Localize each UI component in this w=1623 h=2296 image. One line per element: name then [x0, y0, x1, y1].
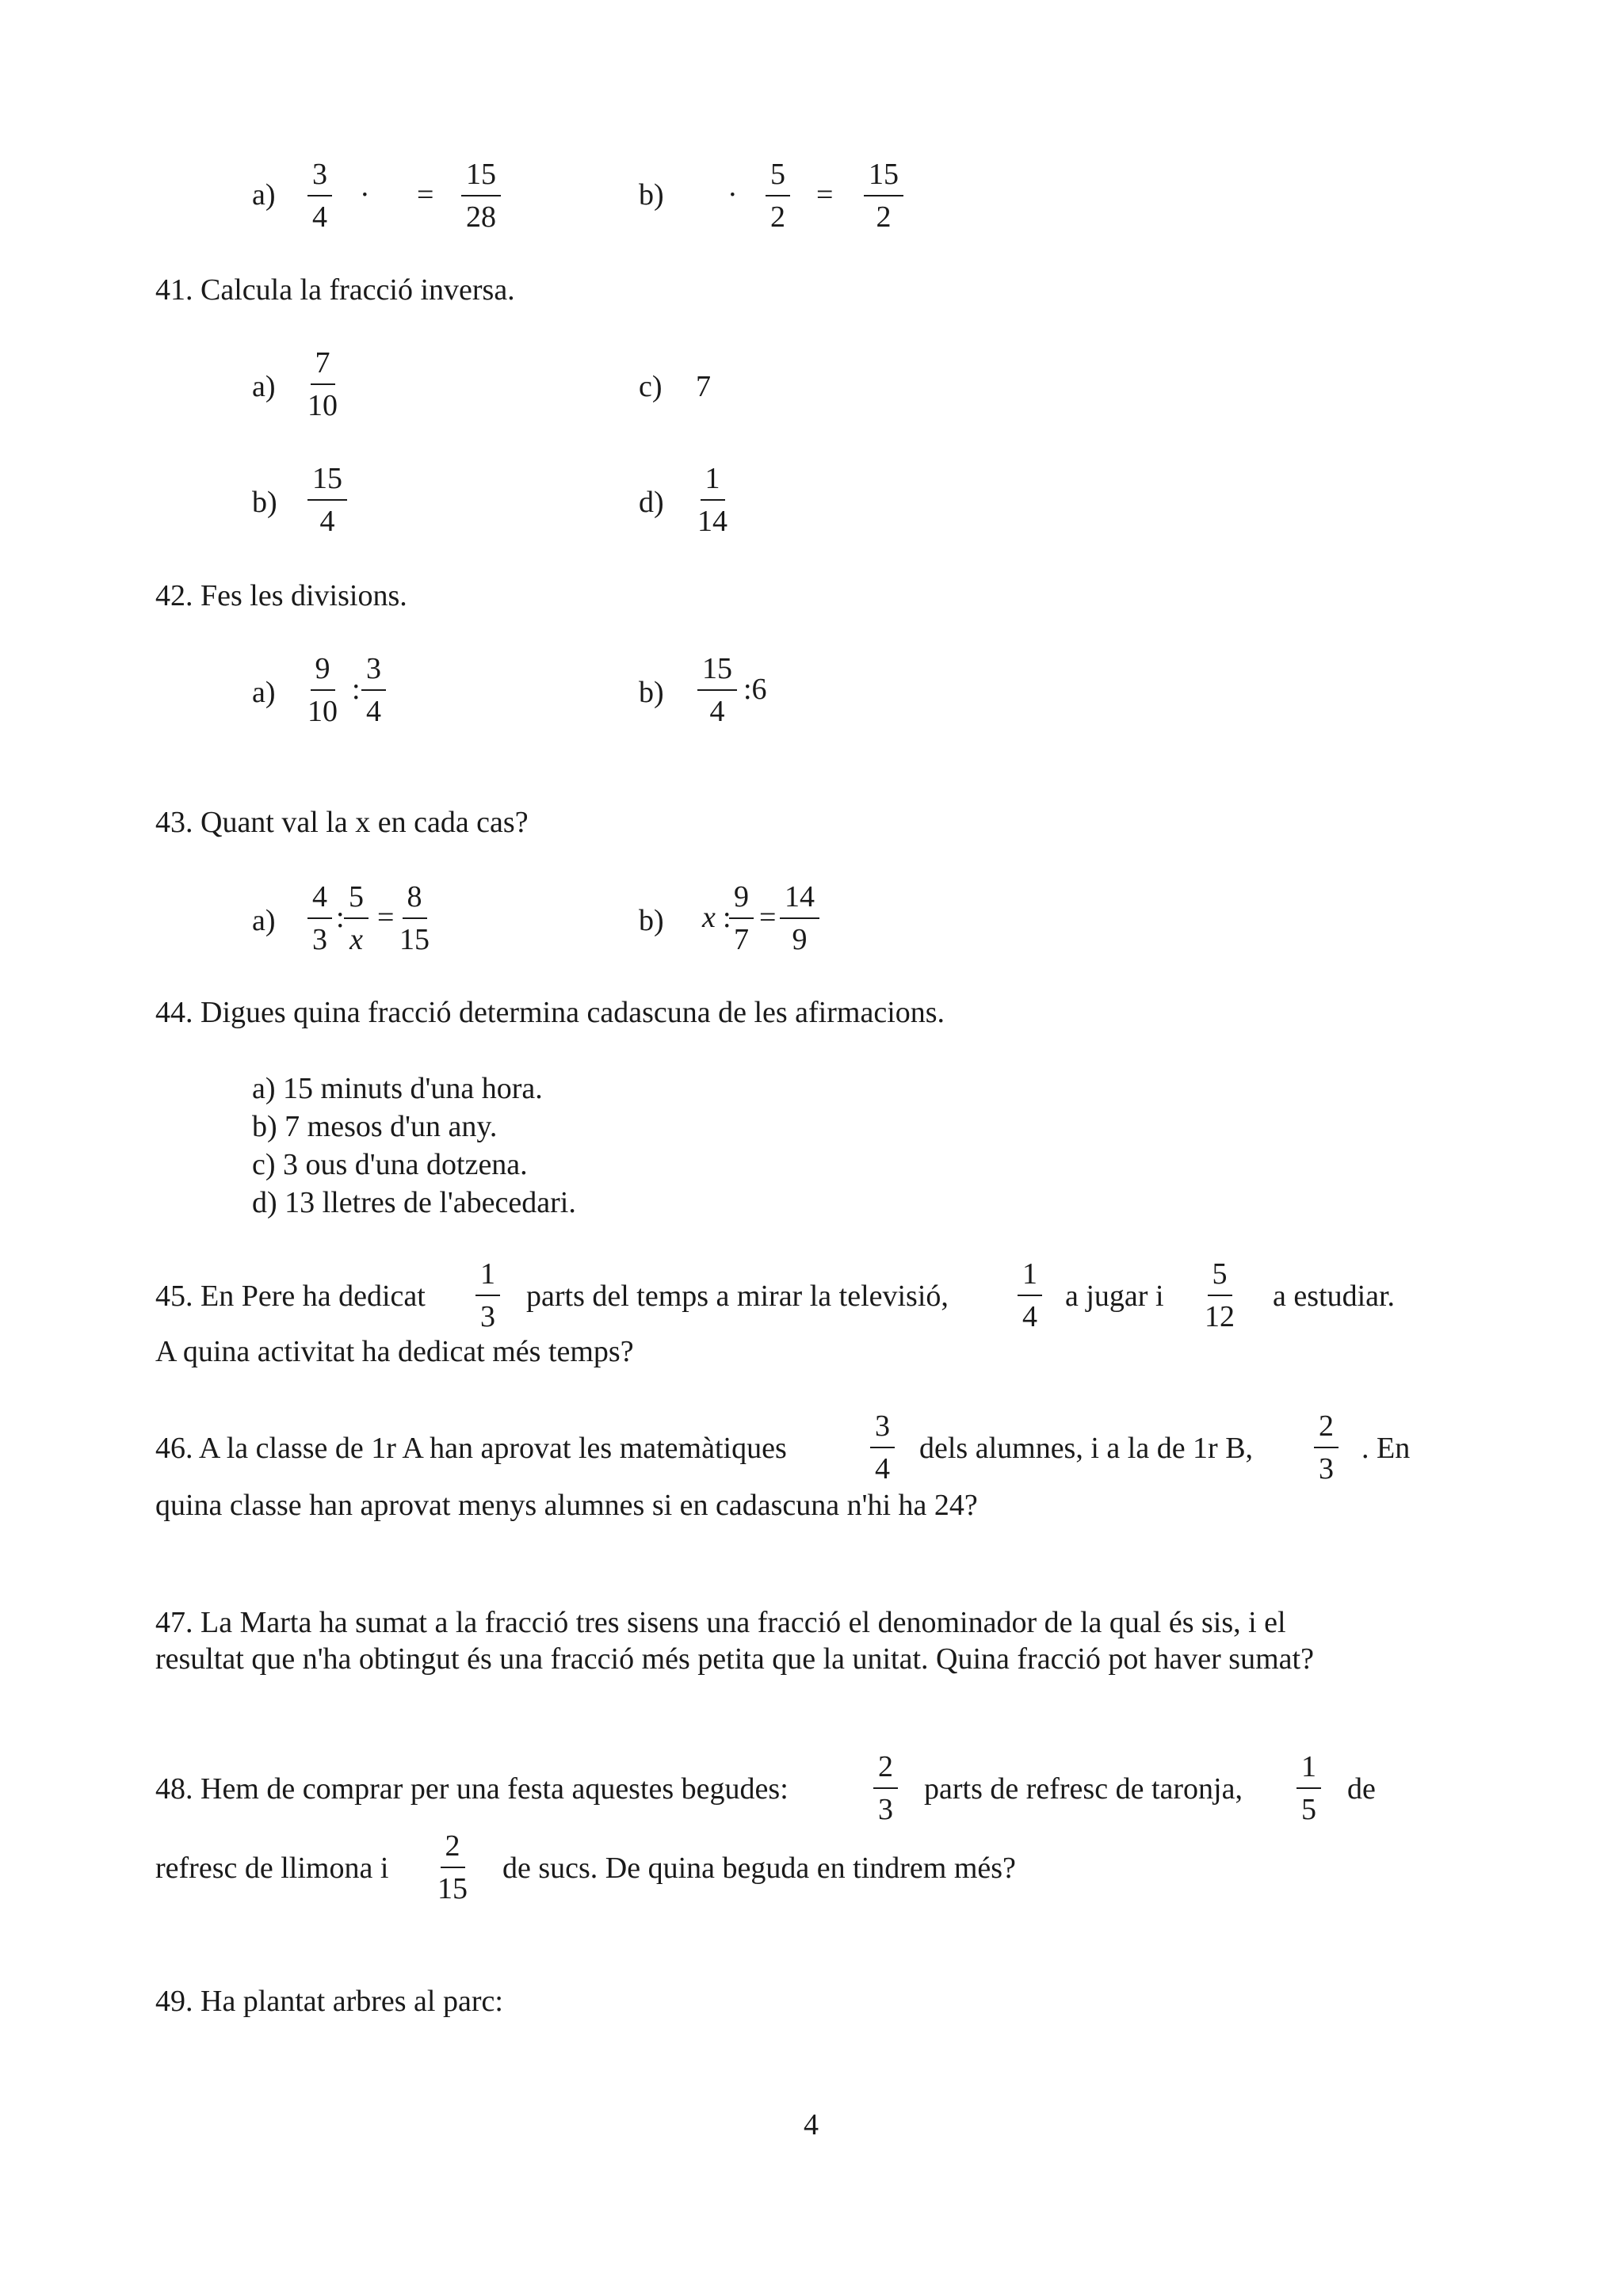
- q45-f3-num: 5: [1208, 1257, 1232, 1296]
- q41-title: 41. Calcula la fracció inversa.: [155, 273, 515, 307]
- top-a-result: [461, 157, 501, 235]
- q43-a-fraction-1: [307, 879, 332, 957]
- q43-b-den1: 7: [734, 923, 749, 956]
- q43-a-num3: 8: [403, 879, 427, 919]
- q44-item: a) 15 minuts d'una hora.: [252, 1072, 543, 1105]
- q46-f1-den: 4: [875, 1452, 890, 1486]
- q42-a-den1: 10: [307, 695, 338, 728]
- q48-text-4: refresc de llimona i: [155, 1852, 389, 1885]
- q46-fraction-1: [870, 1409, 895, 1486]
- q43-b-equals: =: [759, 901, 777, 934]
- q48-text-2: parts de refresc de taronja,: [924, 1772, 1243, 1806]
- q45-text-2: parts del temps a mirar la televisió,: [526, 1280, 949, 1313]
- q41-b-num: 15: [307, 461, 347, 501]
- q41-b-label: b): [252, 486, 277, 519]
- q45-text-1: 45. En Pere ha dedicat: [155, 1280, 426, 1313]
- top-a-equals: =: [417, 178, 434, 212]
- q42-a-den2: 4: [366, 695, 381, 728]
- q41-a-den: 10: [307, 389, 338, 422]
- q45-f3-den: 12: [1205, 1300, 1235, 1333]
- top-a-label: a): [252, 178, 276, 212]
- q46-f2-num: 2: [1314, 1409, 1338, 1448]
- q48-fraction-1: [873, 1749, 898, 1827]
- q45-text-3: a jugar i: [1065, 1280, 1164, 1313]
- top-a-frac-num: 3: [307, 157, 332, 196]
- q42-a-fraction-1: [307, 651, 338, 729]
- q43-a-num1: 4: [307, 879, 332, 919]
- q42-a-label: a): [252, 676, 276, 709]
- q45-fraction-3: [1205, 1257, 1235, 1334]
- q48-f3-den: 15: [437, 1872, 468, 1905]
- top-a-fraction: [307, 157, 332, 235]
- q41-d-label: d): [639, 486, 664, 519]
- q42-a-fraction-2: [361, 651, 386, 729]
- q43-a-den1: 3: [312, 923, 327, 956]
- q48-text-1: 48. Hem de comprar per una festa aquestes begudes:: [155, 1772, 789, 1806]
- q41-a-fraction: [307, 345, 338, 423]
- q48-fraction-2: [1296, 1749, 1321, 1827]
- top-b-equals: =: [816, 178, 834, 212]
- q42-a-op: :: [352, 673, 361, 706]
- q42-a-num2: 3: [361, 651, 386, 691]
- top-b-frac-num: 5: [766, 157, 790, 196]
- q48-f2-num: 1: [1296, 1749, 1321, 1789]
- q41-b-den: 4: [319, 505, 335, 538]
- q48-f1-num: 2: [873, 1749, 898, 1789]
- q43-b-op: :: [723, 901, 731, 934]
- q48-f3-num: 2: [441, 1829, 465, 1868]
- top-b-label: b): [639, 178, 664, 212]
- q46-text-1: 46. A la classe de 1r A han aprovat les matemàtiques: [155, 1432, 787, 1465]
- q43-a-num2: 5: [344, 879, 369, 919]
- top-a-result-den: 28: [466, 200, 496, 234]
- q48-f2-den: 5: [1301, 1793, 1316, 1826]
- q46-text-2: dels alumnes, i a la de 1r B,: [919, 1432, 1254, 1465]
- q42-b-den: 4: [709, 695, 725, 728]
- q47-line-2: resultat que n'ha obtingut és una fracció més petita que la unitat. Quina fracció pot haver sumat?: [155, 1642, 1314, 1676]
- top-a-frac-den: 4: [312, 200, 327, 234]
- q41-c-value: 7: [696, 370, 711, 403]
- q43-a-equals: =: [377, 901, 395, 934]
- top-b-result: [864, 157, 903, 235]
- q43-b-fraction-1: [729, 879, 754, 957]
- q45-fraction-1: [475, 1257, 500, 1334]
- q42-title: 42. Fes les divisions.: [155, 579, 407, 612]
- q45-line-2: A quina activitat ha dedicat més temps?: [155, 1335, 634, 1368]
- q45-f1-den: 3: [480, 1300, 495, 1333]
- q44-item: c) 3 ous d'una dotzena.: [252, 1148, 528, 1181]
- q42-a-num1: 9: [311, 651, 335, 691]
- q43-a-fraction-3: [399, 879, 430, 957]
- q43-b-fraction-2: [780, 879, 819, 957]
- q41-a-label: a): [252, 370, 276, 403]
- q45-text-4: a estudiar.: [1273, 1280, 1396, 1313]
- q43-title: 43. Quant val la x en cada cas?: [155, 806, 529, 839]
- top-b-result-num: 15: [864, 157, 903, 196]
- q47-line-1: 47. La Marta ha sumat a la fracció tres sisens una fracció el denominador de la qual és sis, i el: [155, 1606, 1286, 1639]
- q46-f2-den: 3: [1319, 1452, 1334, 1486]
- q48-f1-den: 3: [878, 1793, 893, 1826]
- top-b-result-den: 2: [876, 200, 892, 234]
- top-b-fraction: [766, 157, 790, 235]
- q46-line-2: quina classe han aprovat menys alumnes si en cadascuna n'hi ha 24?: [155, 1489, 978, 1522]
- q43-b-num2: 14: [780, 879, 819, 919]
- q46-f1-num: 3: [870, 1409, 895, 1448]
- top-a-dot: ·: [360, 178, 370, 212]
- q41-d-num: 1: [701, 461, 725, 501]
- q42-b-fraction: [697, 651, 737, 729]
- q44-item: b) 7 mesos d'un any.: [252, 1110, 498, 1143]
- q45-f2-num: 1: [1018, 1257, 1042, 1296]
- q43-a-den2: x: [349, 923, 363, 956]
- page-number: 4: [804, 2108, 819, 2142]
- q41-d-fraction: [697, 461, 727, 539]
- q48-fraction-3: [437, 1829, 468, 1906]
- q42-b-tail: :6: [743, 673, 767, 706]
- q43-a-fraction-2: [344, 879, 369, 957]
- q45-f1-num: 1: [475, 1257, 500, 1296]
- q48-text-3: de: [1347, 1772, 1376, 1806]
- q48-text-5: de sucs. De quina beguda en tindrem més?: [502, 1852, 1016, 1885]
- q44-title: 44. Digues quina fracció determina cadascuna de les afirmacions.: [155, 996, 945, 1029]
- q41-a-num: 7: [311, 345, 335, 385]
- q41-d-den: 14: [697, 505, 727, 538]
- q49-title: 49. Ha plantat arbres al parc:: [155, 1985, 503, 2018]
- q43-a-den3: 15: [399, 923, 430, 956]
- q43-b-num1: 9: [729, 879, 754, 919]
- q45-f2-den: 4: [1022, 1300, 1037, 1333]
- top-a-result-num: 15: [461, 157, 501, 196]
- q45-fraction-2: [1018, 1257, 1042, 1334]
- q46-fraction-2: [1314, 1409, 1338, 1486]
- q42-b-label: b): [639, 676, 664, 709]
- q44-item: d) 13 lletres de l'abecedari.: [252, 1186, 576, 1219]
- q41-c-label: c): [639, 370, 663, 403]
- q43-a-op: :: [336, 901, 345, 934]
- q43-b-x: x: [702, 901, 716, 934]
- q42-b-num: 15: [697, 651, 737, 691]
- q46-text-3: . En: [1361, 1432, 1411, 1465]
- q43-b-den2: 9: [792, 923, 808, 956]
- top-b-dot: ·: [727, 178, 738, 212]
- top-b-frac-den: 2: [770, 200, 785, 234]
- q41-b-fraction: [307, 461, 347, 539]
- q43-a-label: a): [252, 904, 276, 937]
- q43-b-label: b): [639, 904, 664, 937]
